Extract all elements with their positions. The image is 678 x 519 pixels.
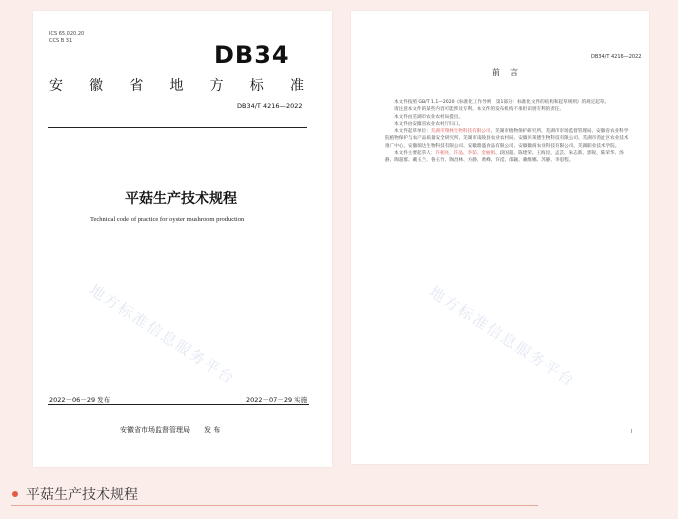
db34-logo: DB34 [214,41,290,69]
bullet-dot [12,491,18,497]
watermark: 地方标准信息服务平台 [426,282,579,391]
highlighted-unit: 芜湖市翔林生物科技有限公司 [430,129,491,135]
document-title: 平菇生产技术规程 [125,191,237,207]
ics-code: ICS 65.020.20 [49,31,85,37]
drafting-units-list: 、芜湖市植物保护研究所、芜湖市市场监督管理局、安徽省农业科学院植物保护与农产品质量安全研究所、芜湖市南陵县农业农村局、安徽贝莱德生物科技有限公司、芜湖市湾沚区农业技术推广中心、安徽瑞达生物科技有限公司、安徽鼎盛食品有限公司、安徽徽商农业科技有限公司、芜湖职业技术学院。 [385,129,629,149]
issuing-authority: 安徽省市场监督管理局 发 布 [120,426,221,434]
document-title-english: Technical code of practice for oyster mushroom production [90,216,245,223]
drafters-list: 、段国超、陈建荣、王海昆、孟芸、朱志新、郭锐、陈荣华、汤静、陶超群、戴玉兰、鲁玉竹、陶昌林、方静、黄峰、许滢、邵颖、戴维娜、苏静、李思程。 [385,151,624,164]
caption-title: 平菇生产技术规程 [26,487,138,503]
foreword-page [351,11,649,464]
foreword-paragraph: 本文件由芜湖市农业农村局提出。 [394,114,463,120]
highlighted-drafters: 许朝亮、许晶、李茹、金丽娟 [435,151,496,157]
publish-date: 2022－06－29 发布 [49,396,111,404]
province-char: 地 [169,78,184,94]
bottom-divider [48,404,309,405]
foreword-paragraph: 本文件按照 GB/T 1.1—2020《标准化工作导则 第1部分：标准化文件的结构和起草规则》的规定起草。 [394,100,610,105]
watermark: 地方标准信息服务平台 [86,280,239,389]
foreword-standard-code: DB34/T 4216—2022 [591,54,642,60]
drafting-units-label: 本文件起草单位： [394,129,431,135]
foreword-paragraph: 本文件由安徽省农业农村厅归口。 [394,121,463,127]
cover-page [33,11,332,467]
foreword-body [385,99,630,165]
drafters-label: 本文件主要起草人： [394,151,436,157]
standard-code: DB34/T 4216—2022 [237,102,303,110]
province-char: 标 [249,78,264,94]
foreword-title: 前言 [492,68,528,77]
document-caption [12,484,138,504]
caption-underline [11,505,538,506]
drafters-paragraph [385,150,630,165]
drafting-units-paragraph [385,128,630,150]
page-number: I [631,429,633,435]
province-char: 方 [209,78,224,94]
foreword-paragraph: 请注意本文件的某些内容可能涉及专利。本文件的发布机构不承担识别专利的责任。 [394,107,564,113]
province-char: 准 [289,78,304,94]
standard-type-heading [49,75,304,95]
province-char: 安 [49,78,63,94]
province-char: 徽 [89,78,104,94]
province-char: 省 [129,78,144,94]
ccs-code: CCS B 31 [49,38,73,44]
top-divider [48,127,307,128]
implement-date: 2022－07－29 实施 [246,396,308,404]
